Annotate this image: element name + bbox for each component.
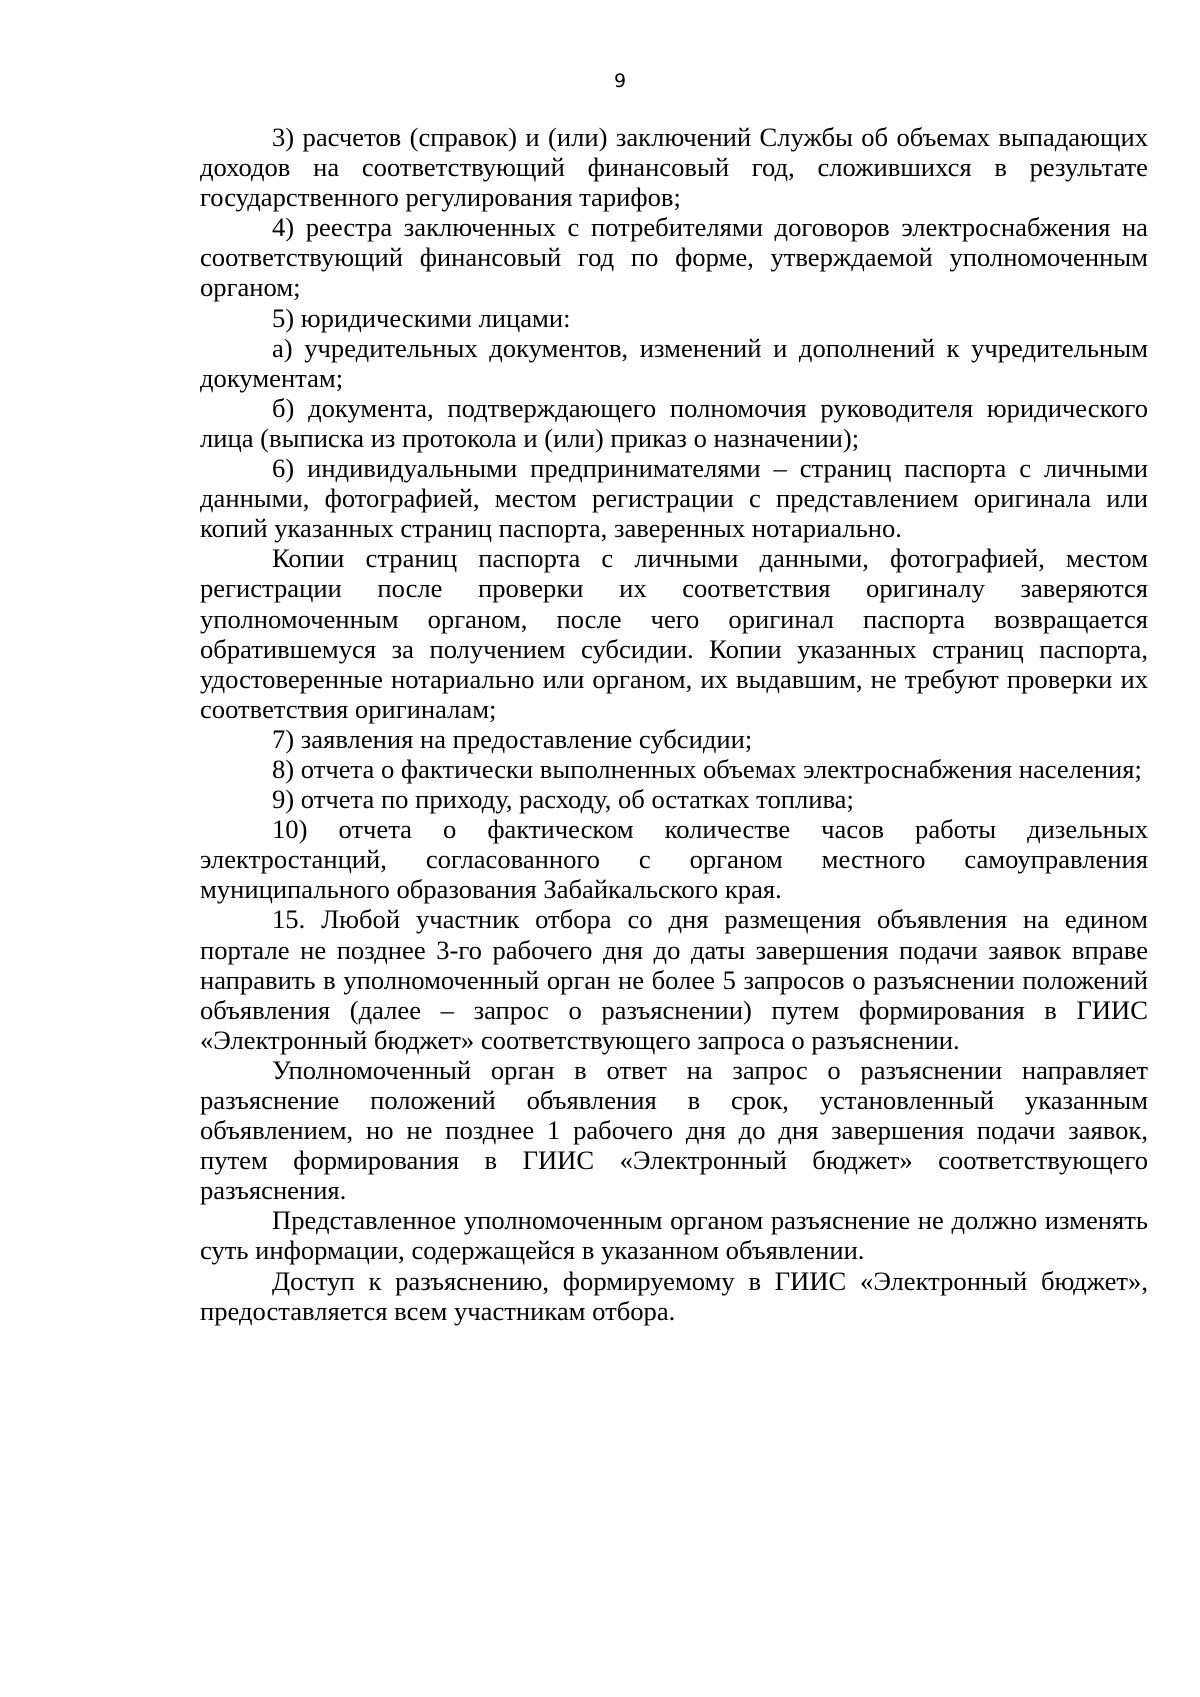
paragraph-item-7: 7) заявления на предоставление субсидии; xyxy=(272,723,753,754)
paragraph-subitem-b: б) документа, подтверждающего полномочия руководителя юридического лица (выписка из протокола и (или) приказ о назначении); xyxy=(200,392,1148,453)
paragraph-clarification-access: Доступ к разъяснению, формируемому в ГИИС «Электронный бюджет», предоставляется всем участникам отбора. xyxy=(200,1265,1148,1326)
paragraph-item-6: 6) индивидуальными предпринимателями – страниц паспорта с личными данными, фотографией, местом регистрации с представлением оригинала или копий указанных страниц паспорта, заверенных нотариально. xyxy=(200,453,1148,544)
paragraph-section-15: 15. Любой участник отбора со дня размещения объявления на едином портале не позднее 3-го рабочего дня до даты завершения подачи заявок вправе направить в уполномоченный орган не более 5 запросов о разъяснении положений объявления (далее – запрос о разъяснении) путем формирования в ГИИС «Электронный бюджет» соответствующего запроса о разъяснении. xyxy=(200,904,1148,1055)
paragraph-passport-copies: Копии страниц паспорта с личными данными, фотографией, местом регистрации после проверки их соответствия оригиналу заверяются уполномоченным органом, после чего оригинал паспорта возвращается обратившемуся за получением субсидии. Копии указанных страниц паспорта, удостоверенные нотариально или органом, их выдавшим, не требуют проверки их соответствия оригиналам; xyxy=(200,543,1148,724)
paragraph-authority-response: Уполномоченный орган в ответ на запрос о разъяснении направляет разъяснение положений объявления в срок, установленный указанным объявлением, но не позднее 1 рабочего дня до дня завершения подачи заявок, путем формирования в ГИИС «Электронный бюджет» соответствующего разъяснения. xyxy=(200,1054,1148,1206)
paragraph-item-4: 4) реестра заключенных с потребителями договоров электроснабжения на соответствующий финансовый год по форме, утверждаемой уполномоченным органом; xyxy=(200,212,1148,303)
page-number: 9 xyxy=(613,70,627,92)
paragraph-item-8: 8) отчета о фактически выполненных объемах электроснабжения населения; xyxy=(272,753,1142,784)
paragraph-item-10: 10) отчета о фактическом количестве часов работы дизельных электростанций, согласованного с органом местного самоуправления муниципального образования Забайкальского края. xyxy=(200,814,1148,905)
paragraph-item-9: 9) отчета по приходу, расходу, об остатках топлива; xyxy=(272,784,854,815)
document-body xyxy=(200,122,1148,1326)
paragraph-subitem-a: а) учредительных документов, изменений и дополнений к учредительным документам; xyxy=(200,332,1148,393)
paragraph-clarification-content: Представленное уполномоченным органом разъяснение не должно изменять суть информации, содержащейся в указанном объявлении. xyxy=(200,1205,1148,1266)
paragraph-item-5: 5) юридическими лицами: xyxy=(272,302,571,333)
paragraph-item-3: 3) расчетов (справок) и (или) заключений Службы об объемах выпадающих доходов на соответствующий финансовый год, сложившихся в результате государственного регулирования тарифов; xyxy=(200,122,1148,213)
